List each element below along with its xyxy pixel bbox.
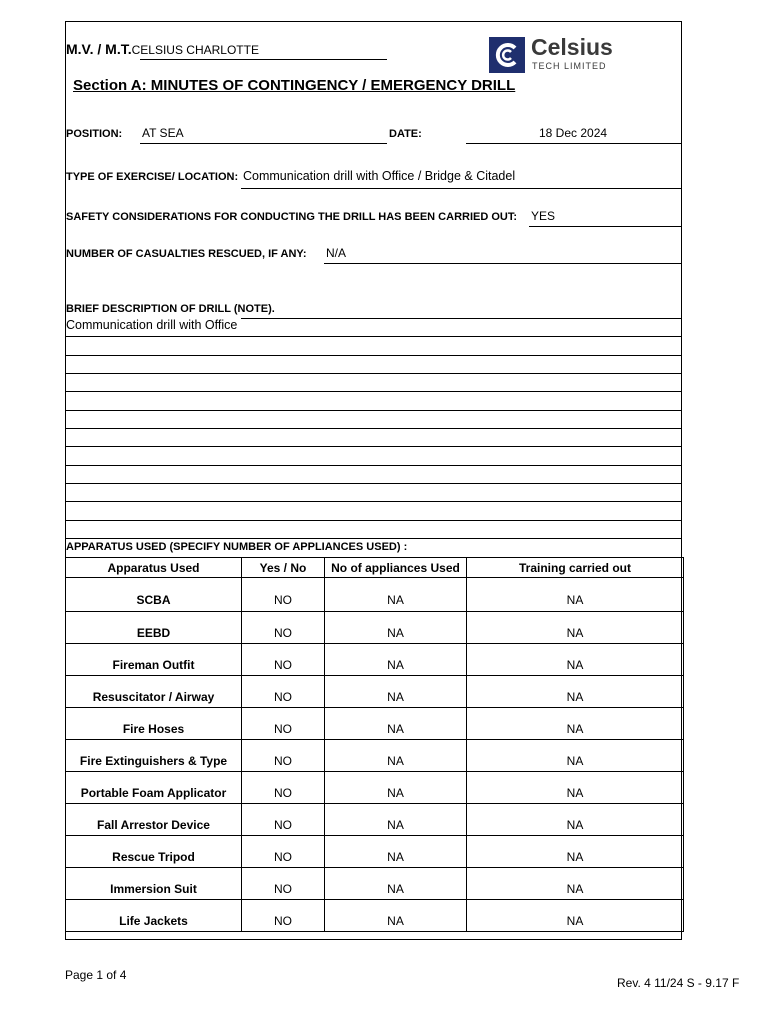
table-row: [66, 804, 684, 836]
header-appliances: No of appliances Used: [325, 558, 467, 578]
training-cell: NA: [467, 900, 684, 932]
training-cell: NA: [467, 804, 684, 836]
table-row: [66, 772, 684, 804]
apparatus-name: Fire Hoses: [66, 708, 242, 740]
header-yes-no: Yes / No: [242, 558, 325, 578]
table-row: [66, 612, 684, 644]
description-line: [65, 465, 682, 466]
apparatus-header-row: [66, 558, 684, 578]
yes-no-cell: NO: [242, 900, 325, 932]
table-row: [66, 708, 684, 740]
apparatus-name: Life Jackets: [66, 900, 242, 932]
training-cell: NA: [467, 676, 684, 708]
yes-no-cell: NO: [242, 676, 325, 708]
description-line: [65, 410, 682, 411]
appliances-cell: NA: [325, 900, 467, 932]
date-label: DATE:: [389, 128, 422, 140]
table-row: [66, 578, 684, 612]
position-value: AT SEA: [142, 126, 184, 140]
appliances-cell: NA: [325, 868, 467, 900]
training-cell: NA: [467, 740, 684, 772]
apparatus-name: Immersion Suit: [66, 868, 242, 900]
yes-no-cell: NO: [242, 772, 325, 804]
description-line: [65, 336, 682, 337]
apparatus-name: EEBD: [66, 612, 242, 644]
description-text: Communication drill with Office: [66, 318, 238, 332]
date-underline: [466, 143, 682, 144]
apparatus-label: APPARATUS USED (SPECIFY NUMBER OF APPLIANCES USED) :: [66, 541, 408, 553]
training-cell: NA: [467, 772, 684, 804]
description-line-0: [241, 318, 682, 319]
yes-no-cell: NO: [242, 740, 325, 772]
apparatus-name: SCBA: [66, 578, 242, 612]
apparatus-table: [65, 557, 684, 932]
appliances-cell: NA: [325, 804, 467, 836]
table-row: [66, 868, 684, 900]
apparatus-name: Fire Extinguishers & Type: [66, 740, 242, 772]
safety-value: YES: [531, 209, 556, 223]
description-line: [65, 483, 682, 484]
yes-no-cell: NO: [242, 868, 325, 900]
description-line: [65, 538, 682, 539]
apparatus-name: Rescue Tripod: [66, 836, 242, 868]
logo-subtitle: TECH LIMITED: [532, 61, 607, 71]
celsius-logo-icon: [489, 37, 525, 73]
apparatus-name: Fireman Outfit: [66, 644, 242, 676]
date-value: 18 Dec 2024: [539, 126, 608, 140]
yes-no-cell: NO: [242, 836, 325, 868]
training-cell: NA: [467, 836, 684, 868]
appliances-cell: NA: [325, 676, 467, 708]
vessel-line: [66, 41, 259, 57]
apparatus-name: Resuscitator / Airway: [66, 676, 242, 708]
description-line: [65, 520, 682, 521]
description-line: [65, 428, 682, 429]
appliances-cell: NA: [325, 708, 467, 740]
casualties-label: NUMBER OF CASUALTIES RESCUED, IF ANY:: [66, 248, 307, 260]
training-cell: NA: [467, 644, 684, 676]
safety-label: SAFETY CONSIDERATIONS FOR CONDUCTING THE DRILL HAS BEEN CARRIED OUT:: [66, 211, 518, 223]
safety-underline: [529, 226, 682, 227]
yes-no-cell: NO: [242, 804, 325, 836]
training-cell: NA: [467, 708, 684, 740]
table-row: [66, 836, 684, 868]
vessel-prefix: M.V. / M.T.: [66, 41, 132, 57]
table-row: [66, 900, 684, 932]
casualties-underline: [324, 263, 682, 264]
training-cell: NA: [467, 612, 684, 644]
table-row: [66, 644, 684, 676]
header-apparatus: Apparatus Used: [66, 558, 242, 578]
logo-name: Celsius: [531, 34, 613, 60]
casualties-value: N/A: [326, 246, 347, 260]
page-number: Page 1 of 4: [65, 968, 127, 982]
description-line: [65, 355, 682, 356]
description-line: [65, 446, 682, 447]
yes-no-cell: NO: [242, 612, 325, 644]
apparatus-name: Fall Arrestor Device: [66, 804, 242, 836]
section-title: Section A: MINUTES OF CONTINGENCY / EMERGENCY DRILL: [73, 77, 516, 94]
position-label: POSITION:: [66, 128, 123, 140]
table-row: [66, 740, 684, 772]
exercise-value: Communication drill with Office / Bridge & Citadel: [243, 169, 516, 183]
appliances-cell: NA: [325, 578, 467, 612]
vessel-underline: [140, 59, 387, 60]
training-cell: NA: [467, 868, 684, 900]
appliances-cell: NA: [325, 644, 467, 676]
description-line: [65, 391, 682, 392]
appliances-cell: NA: [325, 836, 467, 868]
apparatus-name: Portable Foam Applicator: [66, 772, 242, 804]
yes-no-cell: NO: [242, 578, 325, 612]
appliances-cell: NA: [325, 740, 467, 772]
description-line: [65, 373, 682, 374]
table-row: [66, 676, 684, 708]
description-label: BRIEF DESCRIPTION OF DRILL (NOTE).: [66, 303, 275, 315]
yes-no-cell: NO: [242, 708, 325, 740]
vessel-name: CELSIUS CHARLOTTE: [131, 43, 259, 57]
revision-code: Rev. 4 11/24 S - 9.17 F: [617, 976, 740, 990]
exercise-label: TYPE OF EXERCISE/ LOCATION:: [66, 171, 239, 183]
exercise-underline: [241, 188, 682, 189]
header-training: Training carried out: [467, 558, 684, 578]
appliances-cell: NA: [325, 772, 467, 804]
position-underline: [140, 143, 387, 144]
appliances-cell: NA: [325, 612, 467, 644]
yes-no-cell: NO: [242, 644, 325, 676]
training-cell: NA: [467, 578, 684, 612]
description-line: [65, 501, 682, 502]
